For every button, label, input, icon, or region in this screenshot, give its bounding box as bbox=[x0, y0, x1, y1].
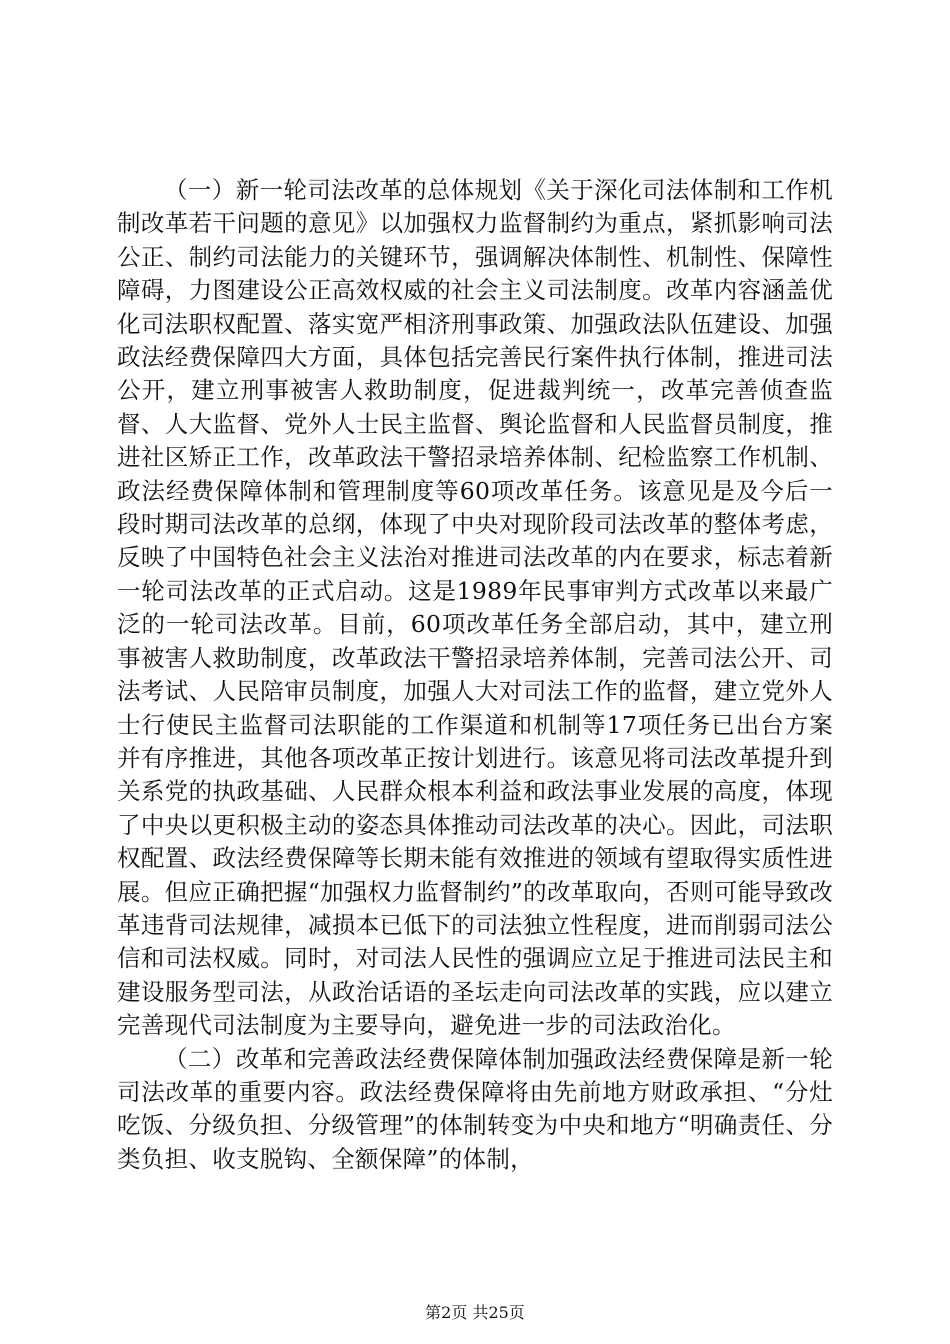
document-body bbox=[117, 174, 833, 1176]
paragraph-2: （二）改革和完善政法经费保障体制加强政法经费保障是新一轮司法改革的重要内容。政法经费保障将由先前地方财政承担、“分灶吃饭、分级负担、分级管理”的体制转变为中央和地方“明确责任、分类负担、收支脱钩、全额保障”的体制， bbox=[117, 1044, 833, 1173]
page-footer bbox=[0, 1303, 950, 1323]
page-number-label: 第2页 共25页 bbox=[425, 1303, 525, 1322]
paragraph-1: （一）新一轮司法改革的总体规划《关于深化司法体制和工作机制改革若干问题的意见》以加强权力监督制约为重点，紧抓影响司法公正、制约司法能力的关键环节，强调解决体制性、机制性、保障性障碍，力图建设公正高效权威的社会主义司法制度。改革内容涵盖优化司法职权配置、落实宽严相济刑事政策、加强政法队伍建设、加强政法经费保障四大方面，具体包括完善民行案件执行体制，推进司法公开，建立刑事被害人救助制度，促进裁判统一，改革完善侦查监督、人大监督、党外人士民主监督、舆论监督和人民监督员制度，推进社区矫正工作，改革政法干警招录培养体制、纪检监察工作机制、政法经费保障体制和管理制度等60项改革任务。该意见是及今后一段时期司法改革的总纲，体现了中央对现阶段司法改革的整体考虑，反映了中国特色社会主义法治对推进司法改革的内在要求，标志着新一轮司法改革的正式启动。这是1989年民事审判方式改革以来最广泛的一轮司法改革。目前，60项改革任务全部启动，其中，建立刑事被害人救助制度，改革政法干警招录培养体制，完善司法公开、司法考试、人民陪审员制度，加强人大对司法工作的监督，建立党外人士行使民主监督司法职能的工作渠道和机制等17项任务已出台方案并有序推进，其他各项改革正按计划进行。该意见将司法改革提升到关系党的执政基础、人民群众根本利益和政法事业发展的高度，体现了中央以更积极主动的姿态具体推动司法改革的决心。因此，司法职权配置、政法经费保障等长期未能有效推进的领域有望取得实质性进展。但应正确把握“加强权力监督制约”的改革取向，否则可能导致改革违背司法规律，减损本已低下的司法独立性程度，进而削弱司法公信和司法权威。同时，对司法人民性的强调应立足于推进司法民主和建设服务型司法，从政治话语的圣坛走向司法改革的实践，应以建立完善现代司法制度为主要导向，避免进一步的司法政治化。 bbox=[117, 176, 833, 1040]
